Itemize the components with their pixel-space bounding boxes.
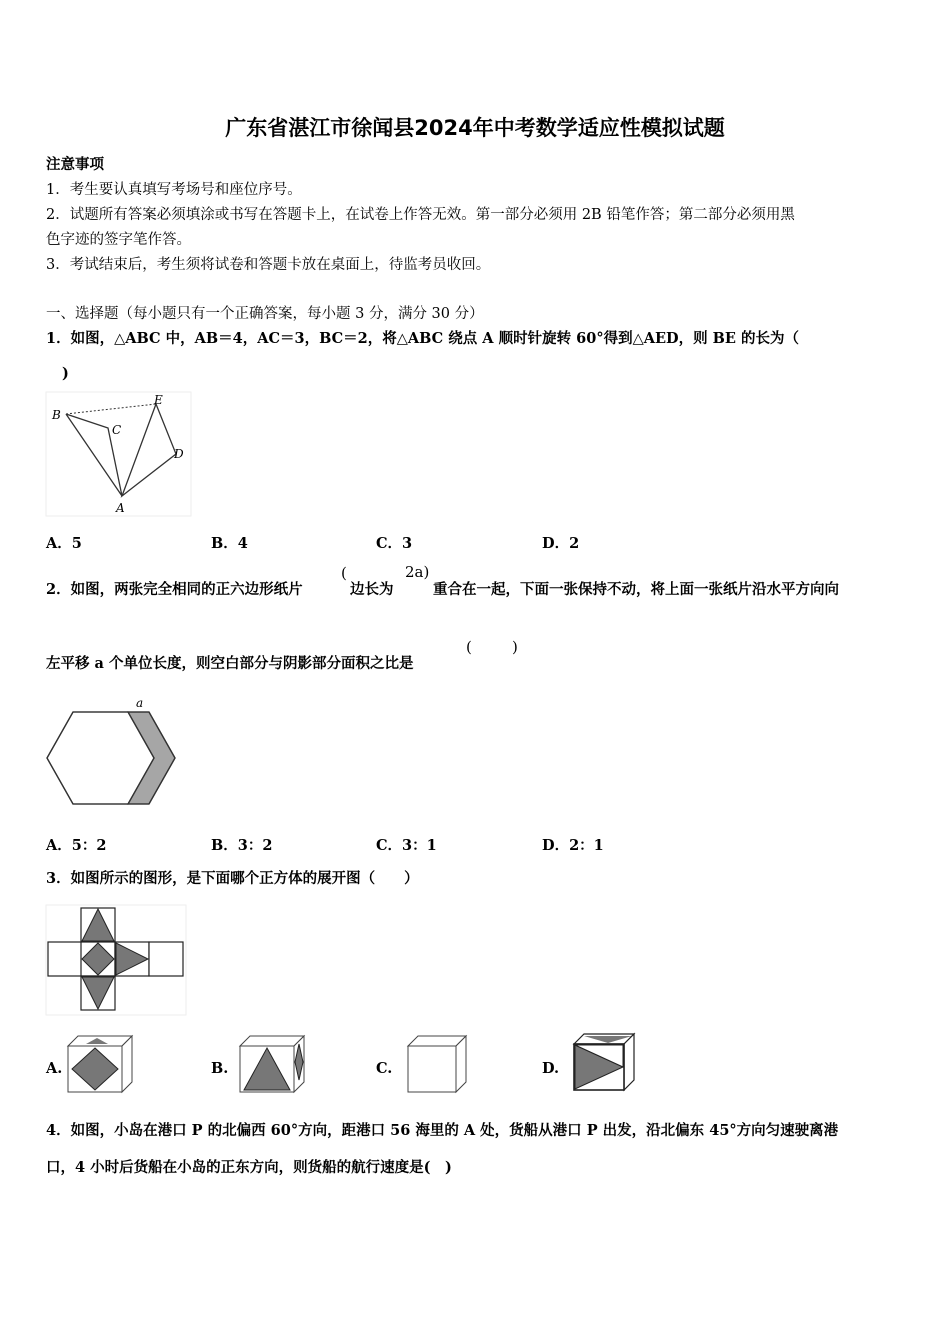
q2-text-line2: 左平移 a 个单位长度，则空白部分与阴影部分面积之比是	[46, 655, 414, 672]
q1-option-b: B．4	[211, 535, 248, 552]
q1-label-b: B	[52, 408, 61, 422]
q1-option-d: D．2	[542, 535, 580, 552]
q3-cube-b	[238, 1034, 308, 1094]
q1-triangle-figure	[46, 392, 191, 516]
q3-net-figure	[46, 905, 186, 1015]
q4-text-line2: 口，4 小时后货船在小岛的正东方向，则货船的航行速度是( )	[46, 1159, 452, 1176]
q2-side-length: 2a)	[405, 563, 430, 581]
q4-text-line1: 4．如图，小岛在港口 P 的北偏西 60°方向，距港口 56 海里的 A 处，货船从港口 P 出发，沿北偏东 45°方向匀速驶离港	[46, 1122, 839, 1139]
q3-option-a: A.	[46, 1060, 63, 1077]
q2-option-b: B．3：2	[211, 837, 273, 854]
notice-item-1: 1．考生要认真填写考场号和座位序号。	[46, 182, 302, 198]
q2-blank-close: )	[512, 638, 518, 656]
q1-paren: )	[62, 365, 69, 382]
q2-option-c: C．3：1	[376, 837, 437, 854]
notice-item-2-line1: 2．试题所有答案必须填涂或书写在答题卡上，在试卷上作答无效。第一部分必须用 2B 铅笔作答；第二部分必须用黑	[46, 207, 795, 223]
q3-option-b: B.	[211, 1060, 229, 1077]
q3-cube-a	[66, 1034, 136, 1094]
q2-hexagon-figure	[44, 693, 180, 813]
q3-option-d: D.	[542, 1060, 560, 1077]
notice-item-3: 3．考试结束后，考生须将试卷和答题卡放在桌面上，待监考员收回。	[46, 257, 491, 273]
q2-blank-open: (	[466, 638, 472, 656]
q3-option-c: C.	[376, 1060, 393, 1077]
q2-text-part2: 边长为	[350, 581, 394, 598]
page-title: 广东省湛江市徐闻县2024年中考数学适应性模拟试题	[225, 116, 725, 140]
q1-option-c: C．3	[376, 535, 413, 552]
q2-option-a: A．5：2	[46, 837, 107, 854]
q3-cube-d	[570, 1032, 640, 1092]
q2-text-part1: 2．如图，两张完全相同的正六边形纸片	[46, 581, 303, 598]
notice-heading: 注意事项	[46, 156, 104, 173]
q1-text: 1．如图，△ABC 中，AB＝4，AC＝3，BC＝2，将△ABC 绕点 A 顺时针旋转 60°得到△AED，则 BE 的长为（	[46, 330, 799, 347]
q2-text-part3: 重合在一起，下面一张保持不动，将上面一张纸片沿水平方向向	[433, 581, 839, 598]
q2-label-a: a	[136, 696, 144, 710]
q2-option-d: D．2：1	[542, 837, 604, 854]
q1-label-d: D	[174, 447, 184, 461]
q1-label-c: C	[112, 423, 122, 437]
q3-cube-c	[406, 1034, 476, 1094]
q1-label-a: A	[116, 501, 125, 515]
q3-text: 3．如图所示的图形，是下面哪个正方体的展开图（ ）	[46, 870, 419, 887]
q1-label-e: E	[154, 393, 163, 407]
notice-item-2-line2: 色字迹的签字笔作答。	[46, 232, 191, 248]
q2-paren-open: (	[341, 564, 347, 582]
section-heading: 一、选择题（每小题只有一个正确答案，每小题 3 分，满分 30 分）	[46, 306, 484, 322]
q1-option-a: A．5	[46, 535, 82, 552]
